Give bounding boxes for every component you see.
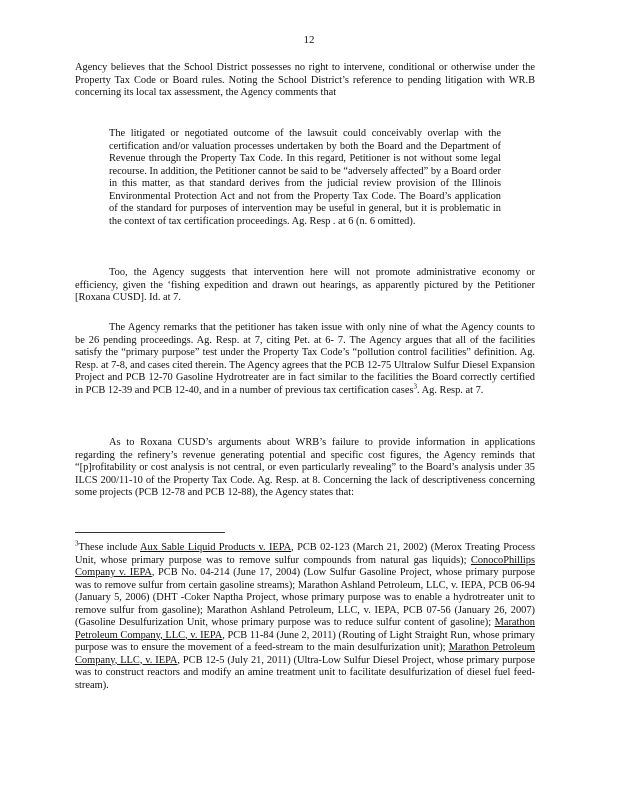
footnote-text-1: , PCB 02-123 (March 21, 2002) (Merox Treating Process Unit, whose primary purpose was to remove sulfur compounds from natural gas liquids); bbox=[75, 542, 536, 566]
footnote-case-aux-sable: Aux Sable Liquid Products v. IEPA bbox=[140, 542, 292, 553]
footnote bbox=[75, 539, 536, 692]
footnote-case-conocophillips: ConocoPhillips Company v. IEPA bbox=[75, 554, 535, 578]
footnote-reference: 3 bbox=[413, 382, 417, 391]
page-number: 12 bbox=[303, 34, 315, 46]
footnote-intro: These include bbox=[78, 542, 141, 553]
paragraph-agency-remarks-text: The Agency remarks that the petitioner has taken issue with only nine of what the Agency counts to be 26 pending proceedings. Ag. Resp. at 7, citing Pet. at 6- 7. The Agency argues that all of the facilities satisfy the “primary purpose” test under the Property Tax Code’s “pollution control facilities” definition. Ag. Resp. at 7-8, and cases cited therein. The Agency agrees that the PCB 12-75 Ultralow Sulfur Diesel Expansion Project and PCB 12-70 Gasoline Hydrotreater are in fact similar to the facilities the Board correctly certified in PCB 12-39 and PCB 12-40, and in a number of previous tax certification cases bbox=[75, 322, 535, 396]
paragraph-agency-remarks bbox=[75, 322, 535, 397]
footnote-text-3: , PCB 11-84 (June 2, 2011) (Routing of Light Straight Run, whose primary purpose was to ensure the movement of a feed-stream to the main desulfurization unit); bbox=[75, 629, 536, 653]
paragraph-agency-remarks-cite: . Ag. Resp. at 7. bbox=[417, 384, 484, 396]
footnote-case-marathon-2: Marathon Petroleum Company, LLC, v. IEPA bbox=[75, 642, 535, 666]
paragraph-agency-believes: Agency believes that the School District possesses no right to intervene, conditional or otherwise under the Property Tax Code or Board rules. Noting the School District’s reference to pending litigation with WR.B concerning its local tax assessment, the Agency comments that bbox=[75, 62, 535, 98]
paragraph-too-agency: Too, the Agency suggests that intervention here will not promote administrative economy or efficiency, given the ‘fishing expedition and drawn out hearings, as apparently pictured by the Petitioner [Roxana CUSD]. Id. at 7. bbox=[75, 267, 535, 303]
footnote-case-marathon-1: Marathon Petroleum Company, LLC, v. IEPA bbox=[75, 617, 535, 641]
footnote-text-2: , PCB No. 04-214 (June 17, 2004) (Low Sulfur Gasoline Project, whose primary purpose was to remove sulfur from certain gasoline streams); Marathon Ashland Petroleum, LLC, v. IEPA, PCB 06-94 (January 5, 2006) (DHT -Coker Naptha Project, whose primary purpose was to enable a hydrotreater unit to remove sulfur from gasoline); Marathon Ashland Petroleum, LLC, v. IEPA, PCB 07-56 (January 26, 2007) (Gasoline Desulfurization Unit, whose primary purpose was to reduce sulfur content of gasoline); bbox=[75, 567, 535, 628]
footnote-divider bbox=[75, 532, 225, 533]
footnote-text-4: , PCB 12-5 (July 21, 2011) (Ultra-Low Sulfur Diesel Project, whose primary purpose was to construct reactors and modify an amine treatment unit to facilitate desulfurization of diesel fuel feed-stream). bbox=[75, 654, 535, 691]
paragraph-roxana-arguments: As to Roxana CUSD’s arguments about WRB’s failure to provide information in applications regarding the refinery’s revenue generating potential and specific cost figures, the Agency reminds that “[p]rofitability or cost analysis is not central, or even particularly revealing” to the Board’s analysis under 35 ILCS 200/11-10 of the Property Tax Code. Ag. Resp. at 8. Concerning the lack of descriptiveness concerning some projects (PCB 12-78 and PCB 12-88), the Agency states that: bbox=[75, 437, 535, 498]
block-quote: The litigated or negotiated outcome of the lawsuit could conceivably overlap with the certification and/or valuation processes undertaken by both the Board and the Department of Revenue through the Property Tax Code. In this regard, Petitioner is not without some legal recourse. In addition, the Petitioner cannot be said to be “adversely affected” by a Board order in this matter, as that standard derives from the judicial review provision of the Illinois Environmental Protection Act and not from the Property Tax Code. The Board’s application of the standard for purposes of intervention may be useful in general, but it is problematic in the context of tax certification proceedings. Ag. Resp . at 6 (n. 6 omitted). bbox=[109, 128, 501, 227]
footnote-marker: 3 bbox=[75, 539, 79, 548]
